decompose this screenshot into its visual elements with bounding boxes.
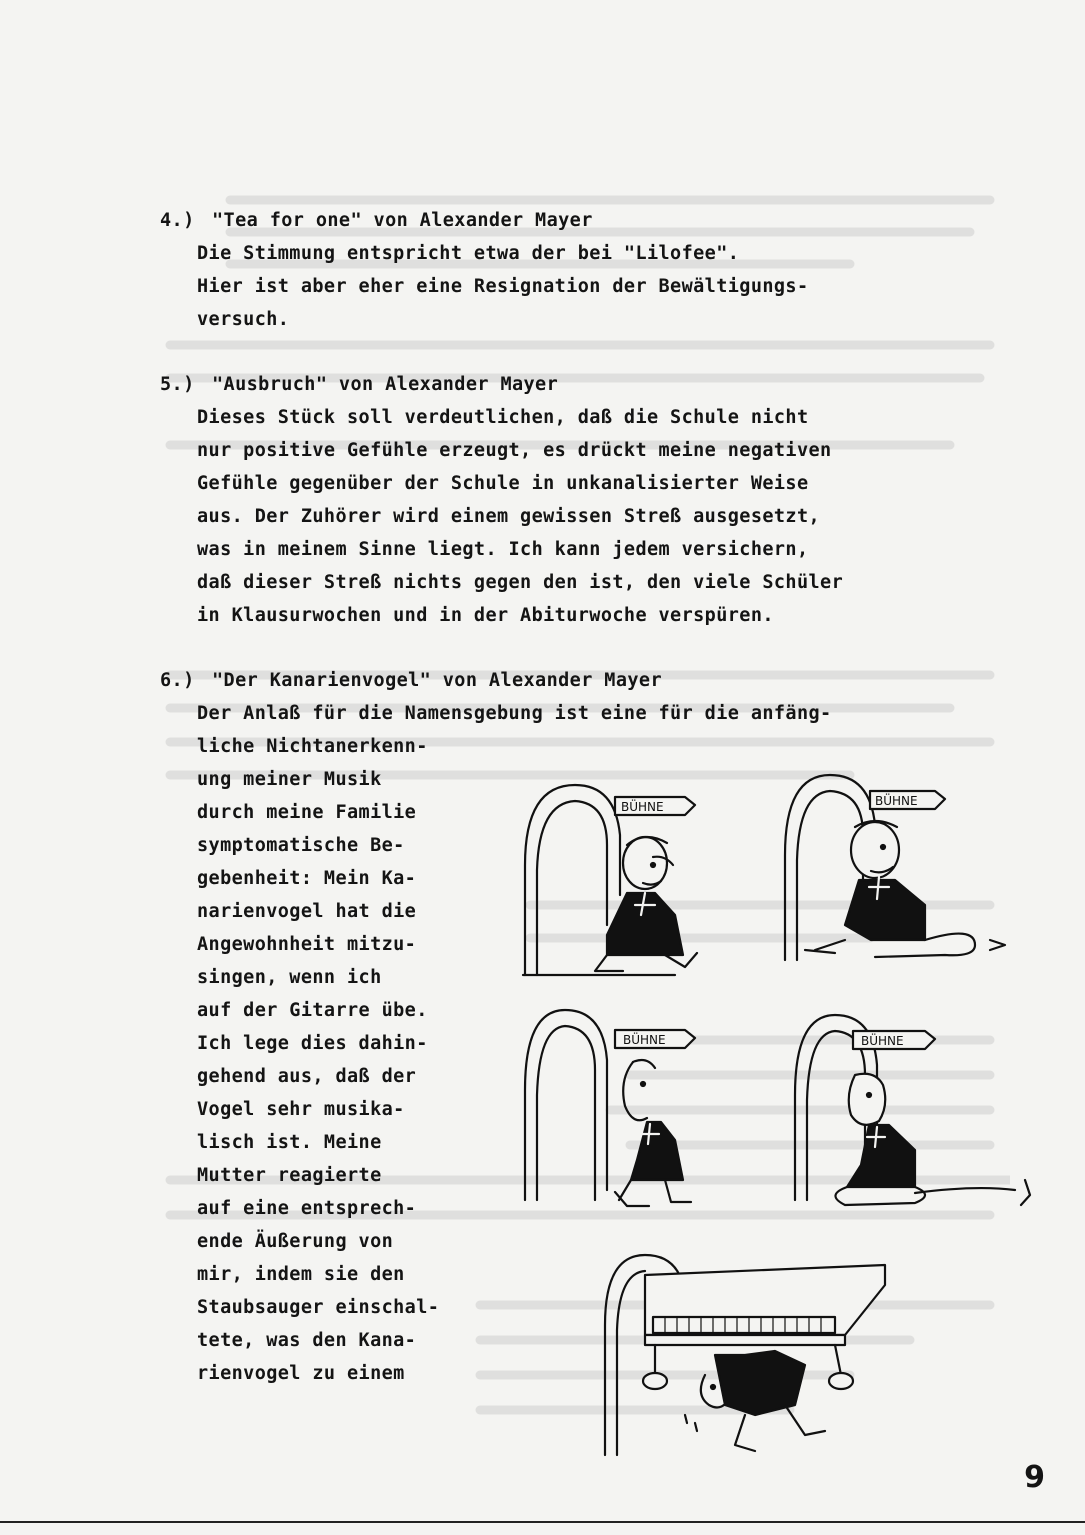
stage-sign-text: BÜHNE: [861, 1034, 904, 1048]
section-6-body-line: ende Äußerung von: [197, 1231, 394, 1252]
cartoon-panel-1: [523, 785, 697, 975]
section-5-body-line: daß dieser Streß nichts gegen den ist, den viele Schüler: [197, 572, 844, 593]
section-4-body-line: Hier ist aber eher eine Resignation der Bewältigungs-: [197, 276, 809, 297]
section-5-body-line: was in meinem Sinne liegt. Ich kann jedem versichern,: [197, 539, 809, 560]
section-6-body-line: mir, indem sie den: [197, 1264, 405, 1285]
section-4-body-line: Die Stimmung entspricht etwa der bei "Lilofee".: [197, 243, 740, 264]
stage-sign-text: BÜHNE: [623, 1033, 666, 1047]
section-6-body-line: gebenheit: Mein Ka-: [197, 868, 417, 889]
section-5-body-line: Dieses Stück soll verdeutlichen, daß die Schule nicht: [197, 407, 809, 428]
cartoon-panel-5: [605, 1255, 885, 1455]
cartoon-panel-4: [795, 1015, 1030, 1205]
section-6-body-line: auf der Gitarre übe.: [197, 1000, 428, 1021]
section-5-body-line: aus. Der Zuhörer wird einem gewissen Streß ausgesetzt,: [197, 506, 821, 527]
section-6-number: 6.): [160, 670, 195, 691]
section-6-body-line: narienvogel hat die: [197, 901, 417, 922]
page-number: 9: [1024, 1460, 1045, 1495]
cartoon-illustration: [515, 775, 1035, 1499]
cartoon-panel-3: [525, 1010, 695, 1206]
section-4-number: 4.): [160, 210, 195, 231]
section-6-body-line: auf eine entsprech-: [197, 1198, 417, 1219]
section-6-body-line: lisch ist. Meine: [197, 1132, 382, 1153]
bottom-rule: [0, 1521, 1085, 1523]
section-6-body-line: Mutter reagierte: [197, 1165, 382, 1186]
section-4-title: "Tea for one" von Alexander Mayer: [212, 210, 593, 231]
section-5-body-line: in Klausurwochen und in der Abiturwoche verspüren.: [197, 605, 774, 626]
section-6-body-line: Der Anlaß für die Namensgebung ist eine für die anfäng-: [197, 703, 832, 724]
section-6-title: "Der Kanarienvogel" von Alexander Mayer: [212, 670, 662, 691]
section-6-body-line: gehend aus, daß der: [197, 1066, 417, 1087]
section-5-body-line: Gefühle gegenüber der Schule in unkanalisierter Weise: [197, 473, 809, 494]
section-6-body-line: ung meiner Musik: [197, 769, 382, 790]
section-6-body-line: liche Nichtanerkenn-: [197, 736, 428, 757]
cartoon-panel-2: [785, 775, 1005, 960]
section-6-body-line: tete, was den Kana-: [197, 1330, 417, 1351]
stage-sign-text: BÜHNE: [875, 794, 918, 808]
section-6-body-line: Ich lege dies dahin-: [197, 1033, 428, 1054]
section-5-number: 5.): [160, 374, 195, 395]
section-6-body-line: rienvogel zu einem: [197, 1363, 405, 1384]
section-6-body-line: symptomatische Be-: [197, 835, 405, 856]
section-4-body-line: versuch.: [197, 309, 290, 330]
section-5-body-line: nur positive Gefühle erzeugt, es drückt meine negativen: [197, 440, 832, 461]
section-6-heading: [160, 670, 662, 692]
section-5-title: "Ausbruch" von Alexander Mayer: [212, 374, 559, 395]
section-6-body-line: Staubsauger einschal-: [197, 1297, 440, 1318]
section-5-heading: [160, 374, 558, 396]
section-6-body-line: singen, wenn ich: [197, 967, 382, 988]
section-6-body-line: Vogel sehr musika-: [197, 1099, 405, 1120]
section-4-heading: [160, 210, 593, 232]
section-6-body-line: Angewohnheit mitzu-: [197, 934, 417, 955]
section-6-body-line: durch meine Familie: [197, 802, 417, 823]
stage-sign-text: BÜHNE: [621, 800, 664, 814]
